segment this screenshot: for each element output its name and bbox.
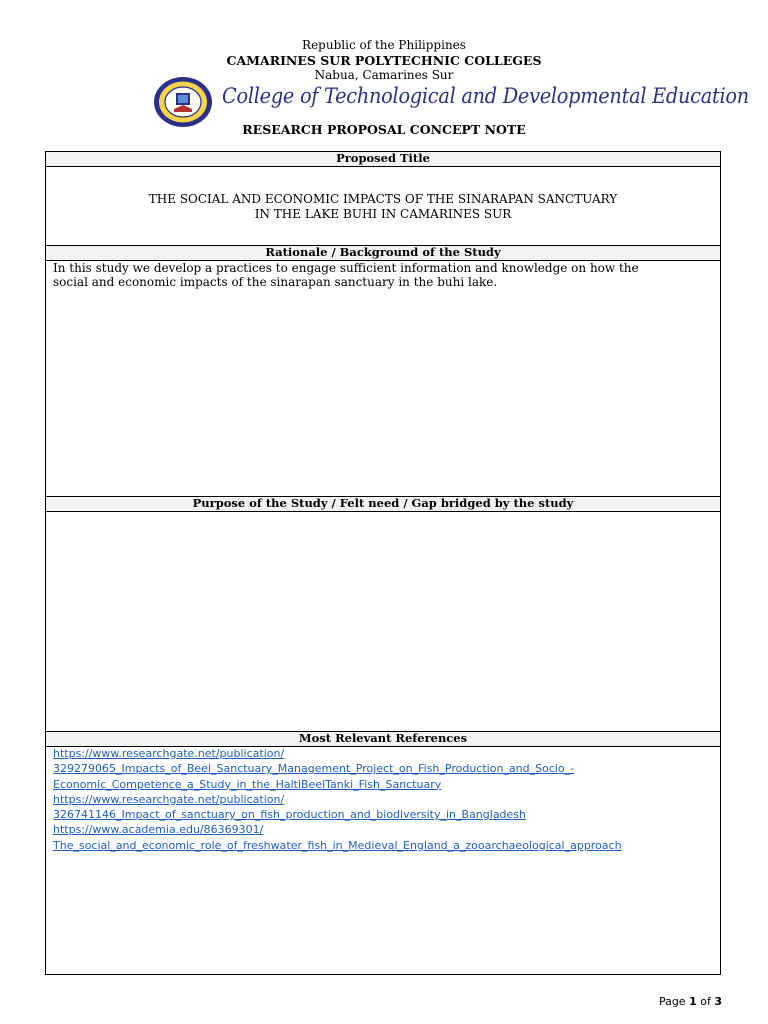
institution-name: CAMARINES SUR POLYTECHNIC COLLEGES — [226, 53, 542, 68]
references-header: Most Relevant References — [45, 731, 721, 747]
reference-link[interactable]: 326741146_Impact_of_sanctuary_on_fish_production_and_biodiversity_in_Bangladesh — [53, 808, 527, 822]
references-list — [53, 746, 717, 853]
of-word: of — [700, 995, 711, 1008]
reference-link[interactable]: https://www.academia.edu/86369301/ — [53, 823, 264, 837]
purpose-header: Purpose of the Study / Felt need / Gap bridged by the study — [45, 496, 721, 512]
proposed-title-line-1: THE SOCIAL AND ECONOMIC IMPACTS OF THE SINARAPAN SANCTUARY — [148, 192, 618, 206]
page-footer — [659, 995, 722, 1008]
purpose-box — [45, 511, 721, 732]
reference-link[interactable]: The_social_and_economic_role_of_freshwater_fish_in_Medieval_England_a_zooarchaeological_approach — [53, 838, 622, 852]
proposed-title-text — [45, 192, 721, 222]
rationale-header: Rationale / Background of the Study — [45, 245, 721, 261]
reference-link[interactable]: 329279065_Impacts_of_Beel_Sanctuary_Management_Project_on_Fish_Production_and_Socio_- — [53, 762, 575, 776]
college-name: College of Technological and Developmental Education — [222, 84, 749, 108]
proposed-title-line-2: IN THE LAKE BUHI IN CAMARINES SUR — [254, 207, 512, 221]
reference-link[interactable]: https://www.researchgate.net/publication/ — [53, 792, 285, 806]
rationale-line-1: In this study we develop a practices to engage sufficient information and knowledge on how the — [53, 261, 639, 275]
rationale-box — [45, 260, 721, 497]
college-seal-icon — [153, 76, 213, 128]
reference-link[interactable]: Economic_Competence_a_Study_in_the_HaltiBeelTanki_Fish_Sanctuary — [53, 777, 442, 791]
reference-link[interactable]: https://www.researchgate.net/publication/ — [53, 747, 285, 760]
current-page: 1 — [689, 995, 697, 1008]
rationale-line-2: social and economic impacts of the sinarapan sanctuary in the buhi lake. — [53, 275, 498, 289]
republic-line: Republic of the Philippines — [302, 38, 466, 52]
document-title: RESEARCH PROPOSAL CONCEPT NOTE — [242, 122, 526, 137]
page-word: Page — [658, 995, 686, 1008]
total-pages: 3 — [714, 995, 722, 1008]
proposed-title-header: Proposed Title — [45, 151, 721, 167]
rationale-text — [53, 261, 713, 289]
institution-location: Nabua, Camarines Sur — [314, 68, 454, 82]
